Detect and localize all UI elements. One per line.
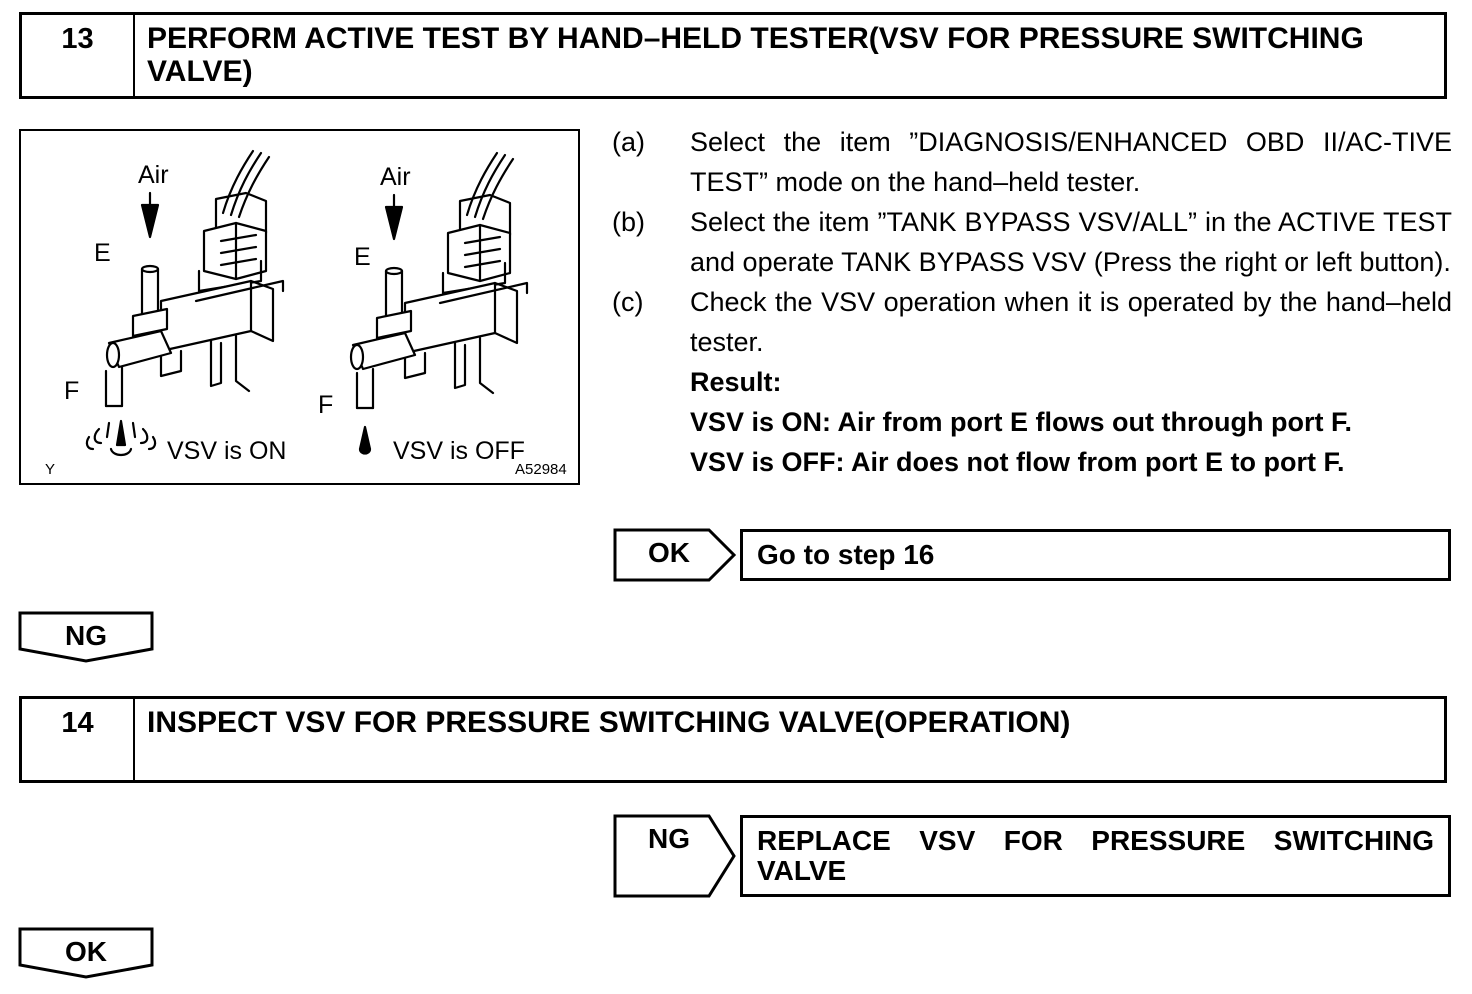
result-heading: Result: — [690, 367, 782, 397]
step-number: 13 — [61, 23, 94, 55]
instruction-item — [612, 282, 1452, 362]
instruction-list — [612, 122, 1452, 482]
instruction-text: Check the VSV operation when it is operated by the hand–held tester. — [690, 287, 1452, 357]
go-to-step-16: Go to step 16 — [740, 529, 1451, 581]
step-14-header — [19, 696, 1447, 783]
replace-vsv-action: REPLACE VSV FOR PRESSURE SWITCHING VALVE — [740, 815, 1451, 897]
instruction-item — [612, 122, 1452, 202]
instruction-label: (b) — [612, 207, 645, 237]
ng-down-tag: NG — [65, 620, 107, 651]
step-title: INSPECT VSV FOR PRESSURE SWITCHING VALVE(OPERATION) — [147, 706, 1071, 739]
air-label-right: Air — [380, 163, 411, 191]
instruction-item — [612, 202, 1452, 282]
vsv-illustration — [21, 131, 578, 483]
port-e-label-left: E — [94, 239, 111, 267]
result-block — [612, 362, 1452, 482]
ok-branch-tag: OK — [648, 537, 690, 568]
ok-down-tag: OK — [65, 936, 107, 967]
vsv-diagram — [19, 129, 580, 485]
result-off: VSV is OFF: Air does not flow from port E to port F. — [690, 447, 1345, 477]
air-label-left: Air — [138, 161, 169, 189]
instruction-text: Select the item ”DIAGNOSIS/ENHANCED OBD II/AC-TIVE TEST” mode on the hand–held tester. — [690, 127, 1452, 197]
result-on: VSV is ON: Air from port E flows out through port F. — [690, 407, 1352, 437]
instruction-text: Select the item ”TANK BYPASS VSV/ALL” in the ACTIVE TEST and operate TANK BYPASS VSV (Press the right or left button). — [690, 207, 1452, 277]
caption-vsv-on: VSV is ON — [167, 437, 287, 465]
ng-branch-tag: NG — [648, 823, 690, 854]
port-f-label-left: F — [64, 377, 80, 405]
instruction-label: (c) — [612, 287, 644, 317]
step-title: PERFORM ACTIVE TEST BY HAND–HELD TESTER(VSV FOR PRESSURE SWITCHING VALVE) — [147, 22, 1364, 88]
port-f-label-right: F — [318, 391, 334, 419]
step-number: 14 — [61, 707, 94, 739]
figure-id: A52984 — [515, 461, 567, 478]
caption-vsv-off: VSV is OFF — [393, 437, 525, 465]
instruction-label: (a) — [612, 127, 645, 157]
step-13-header — [19, 12, 1447, 99]
port-e-label-right: E — [354, 243, 371, 271]
corner-code: Y — [45, 461, 56, 478]
